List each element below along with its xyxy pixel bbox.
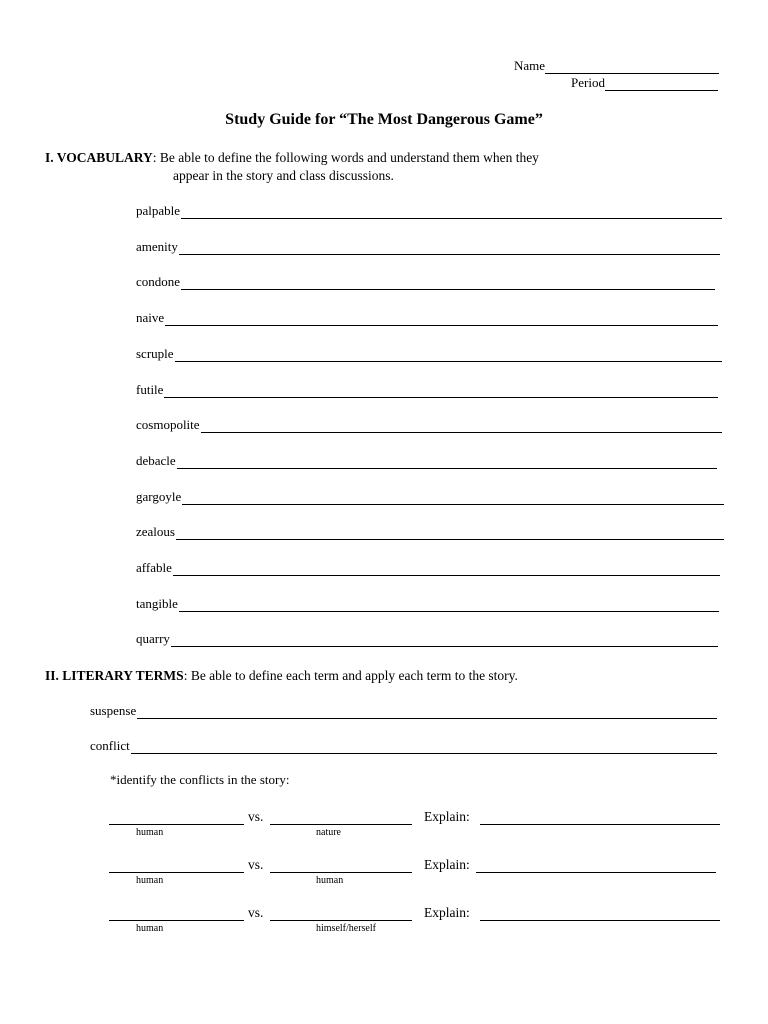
vocabulary-word: cosmopolite <box>136 417 200 433</box>
vocabulary-instruction-1: : Be able to define the following words and understand them when they <box>152 150 539 165</box>
vocabulary-row[interactable] <box>136 274 715 290</box>
conflict-left-sublabel: human <box>136 875 164 886</box>
vocabulary-word: condone <box>136 274 181 290</box>
conflict-left-blank[interactable] <box>109 823 244 825</box>
vocabulary-instruction-2: appear in the story and class discussions. <box>173 168 394 183</box>
literary-term-row[interactable] <box>90 738 717 754</box>
name-label: Name <box>514 58 546 73</box>
literary-term-row[interactable] <box>90 703 717 719</box>
vocabulary-word: amenity <box>136 238 178 254</box>
literary-term: suspense <box>90 703 137 718</box>
definition-blank[interactable] <box>164 385 718 398</box>
literary-terms-instruction: : Be able to define each term and apply each term to the story. <box>183 668 518 683</box>
explain-label: Explain: <box>424 809 470 824</box>
definition-blank[interactable] <box>177 456 717 469</box>
name-blank[interactable] <box>545 60 719 74</box>
vocabulary-word: tangible <box>136 595 178 611</box>
literary-terms-section-heading <box>45 667 518 685</box>
conflict-right-sublabel: human <box>316 875 344 886</box>
conflict-left-blank[interactable] <box>109 871 244 873</box>
explanation-blank[interactable] <box>476 871 716 873</box>
vocabulary-row[interactable] <box>136 310 718 326</box>
vocabulary-word: quarry <box>136 631 170 647</box>
conflict-right-sublabel: himself/herself <box>316 923 376 934</box>
conflict-right-sublabel: nature <box>316 827 341 838</box>
literary-term: conflict <box>90 738 130 753</box>
conflict-right-blank[interactable] <box>270 823 412 825</box>
definition-blank[interactable] <box>171 634 718 647</box>
vocabulary-row[interactable] <box>136 417 722 433</box>
vs-label: vs. <box>248 857 264 872</box>
vocabulary-heading: I. VOCABULARY <box>45 150 153 165</box>
vocabulary-row[interactable] <box>136 346 722 362</box>
conflict-right-blank[interactable] <box>270 871 412 873</box>
name-line[interactable] <box>514 58 719 74</box>
vocabulary-row[interactable] <box>136 631 718 647</box>
vocabulary-row[interactable] <box>136 560 720 576</box>
page-title: Study Guide for “The Most Dangerous Game” <box>225 111 543 128</box>
vocabulary-row[interactable] <box>136 596 719 612</box>
vocabulary-word: affable <box>136 560 172 575</box>
definition-blank[interactable] <box>175 349 722 362</box>
conflicts-prompt: *identify the conflicts in the story: <box>110 772 290 787</box>
vocabulary-row[interactable] <box>136 203 722 219</box>
vocabulary-row[interactable] <box>136 489 724 505</box>
conflict-right-blank[interactable] <box>270 919 412 921</box>
vocabulary-word: gargoyle <box>136 488 182 504</box>
explain-label: Explain: <box>424 905 470 920</box>
definition-blank[interactable] <box>165 313 718 326</box>
vocabulary-word: palpable <box>136 203 181 218</box>
definition-blank[interactable] <box>173 563 720 576</box>
term-definition-blank[interactable] <box>137 706 717 719</box>
conflict-row <box>0 809 768 843</box>
term-definition-blank[interactable] <box>131 741 717 754</box>
vs-label: vs. <box>248 809 264 824</box>
vs-label: vs. <box>248 905 264 920</box>
period-line[interactable] <box>571 75 718 91</box>
explain-label: Explain: <box>424 857 470 872</box>
definition-blank[interactable] <box>176 527 724 540</box>
period-blank[interactable] <box>605 77 718 91</box>
definition-blank[interactable] <box>181 206 722 219</box>
vocabulary-word: futile <box>136 381 164 397</box>
vocabulary-word: scruple <box>136 345 174 361</box>
vocabulary-row[interactable] <box>136 382 718 398</box>
vocabulary-word: naive <box>136 310 165 326</box>
period-label: Period <box>571 75 605 90</box>
vocabulary-section-heading <box>45 149 539 185</box>
vocabulary-row[interactable] <box>136 239 720 255</box>
conflict-left-sublabel: human <box>136 923 164 934</box>
literary-terms-heading: II. LITERARY TERMS <box>45 668 184 683</box>
conflict-row <box>0 857 768 891</box>
definition-blank[interactable] <box>181 277 715 290</box>
conflict-row <box>0 905 768 939</box>
definition-blank[interactable] <box>179 242 720 255</box>
vocabulary-row[interactable] <box>136 453 717 469</box>
vocabulary-row[interactable] <box>136 524 724 540</box>
conflict-left-blank[interactable] <box>109 919 244 921</box>
explanation-blank[interactable] <box>480 919 720 921</box>
definition-blank[interactable] <box>179 599 719 612</box>
conflict-left-sublabel: human <box>136 827 164 838</box>
definition-blank[interactable] <box>182 492 724 505</box>
vocabulary-word: debacle <box>136 452 176 468</box>
definition-blank[interactable] <box>201 420 722 433</box>
vocabulary-word: zealous <box>136 524 175 540</box>
explanation-blank[interactable] <box>480 823 720 825</box>
